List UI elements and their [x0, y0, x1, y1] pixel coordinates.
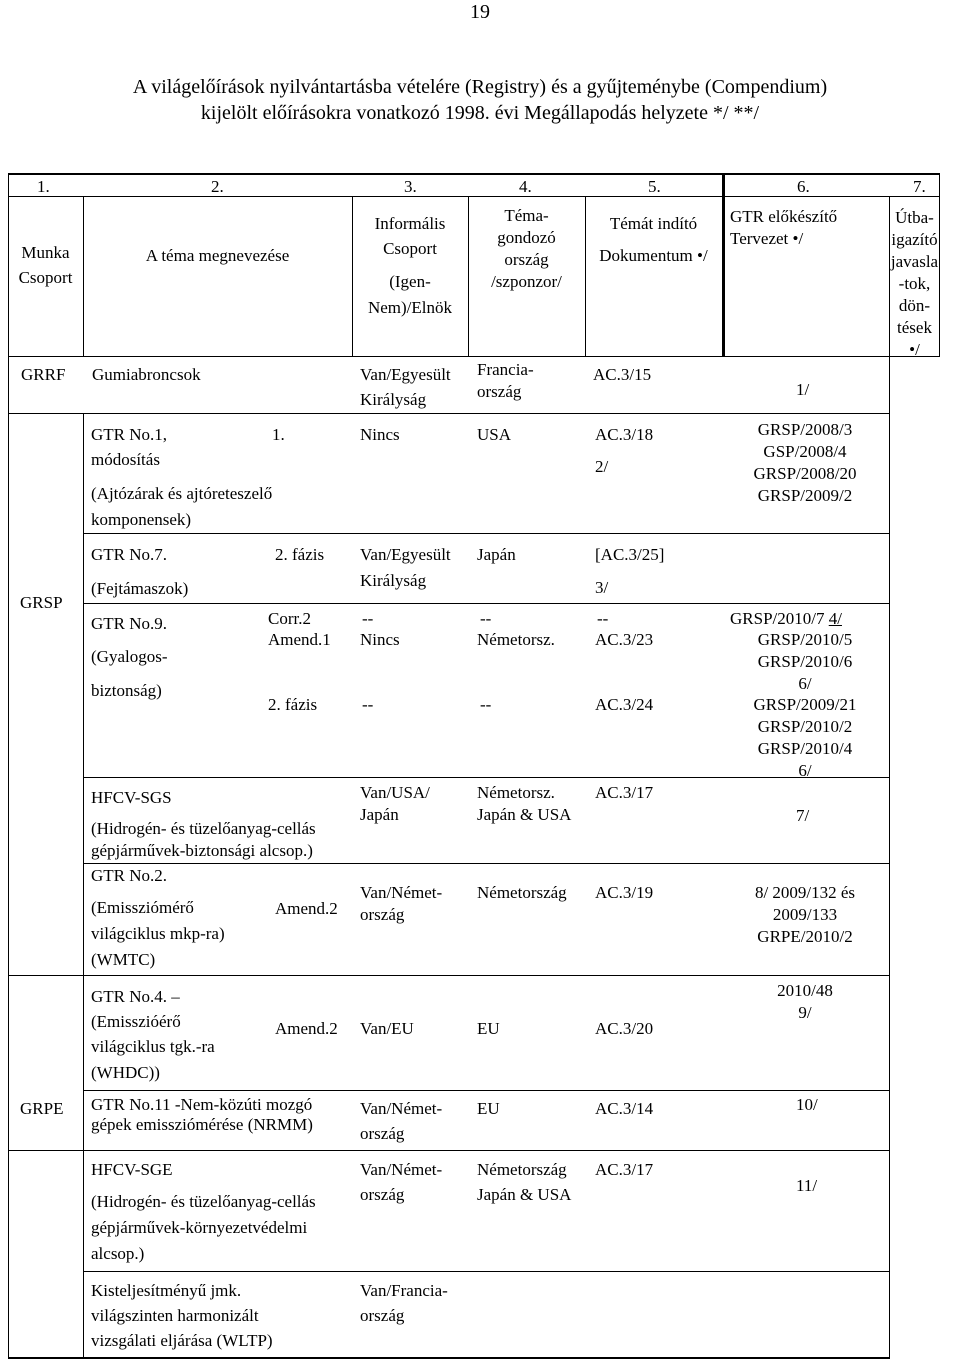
- gtr7-phase: 2. fázis: [275, 545, 325, 564]
- gtr9-corr-draft-note: 4/: [828, 609, 842, 628]
- hfcv-sge-title: HFCV-SGE: [91, 1160, 173, 1179]
- gtr9-amend-doc: AC.3/23: [595, 630, 654, 649]
- header-sponsor-line-1: Téma-: [504, 206, 549, 225]
- gtr4-informal: Van/EU: [360, 1019, 414, 1038]
- gtr4-draft-2: 9/: [798, 1003, 812, 1022]
- grrf-doc: AC.3/15: [593, 365, 652, 384]
- grrf-sponsor-line-1: Francia-: [477, 360, 534, 379]
- wltp-line-3: vizsgálati eljárása (WLTP): [91, 1331, 273, 1350]
- gtr11-draft: 10/: [796, 1095, 818, 1114]
- gtr9-corr-doc: --: [597, 609, 609, 628]
- header-guidance-line-4: -tok,: [898, 274, 931, 293]
- gtr9-phase2-label: 2. fázis: [268, 695, 318, 714]
- gtr2-title: GTR No.2.: [91, 866, 168, 885]
- gtr9-phase2-draft-1: GRSP/2009/21: [753, 695, 857, 714]
- gtr9-phase2-sponsor: --: [480, 695, 492, 714]
- gtr9-corr-informal: --: [362, 609, 374, 628]
- grrf-informal-line-1: Van/Egyesült: [360, 365, 451, 384]
- gtr1-draft-1: GRSP/2008/3: [757, 420, 853, 439]
- header-initiating-doc-line-1: Témát indító: [609, 214, 698, 233]
- header-initiating-doc-line-2: Dokumentum •/: [599, 246, 708, 265]
- header-guidance-line-3: javasla: [890, 252, 939, 271]
- hfcv-sgs-title: HFCV-SGS: [91, 788, 172, 807]
- gtr1-draft-2: GSP/2008/4: [763, 442, 847, 461]
- hfcv-sgs-sponsor-line-1: Németorsz.: [477, 783, 555, 802]
- page-title-line-1: A világelőírások nyilvántartásba vételére (Registry) és a gyűjteménybe (Compendium): [132, 76, 828, 98]
- gtr4-doc: AC.3/20: [595, 1019, 654, 1038]
- gtr7-informal-line-2: Királyság: [360, 571, 427, 590]
- header-guidance-line-2: igazító: [891, 230, 938, 249]
- gtr1-number: 1.: [272, 425, 285, 444]
- gtr2-line-2: (Emissziómérő: [91, 898, 194, 917]
- header-gtr-draft-line-2: Tervezet •/: [730, 229, 804, 248]
- gtr2-sponsor: Németország: [477, 883, 567, 902]
- wltp-line-1: Kisteljesítményű jmk.: [91, 1281, 242, 1300]
- gtr4-sponsor: EU: [477, 1019, 500, 1038]
- hfcv-sgs-line-2: (Hidrogén- és tüzelőanyag-cellás: [91, 819, 316, 838]
- gtr7-doc: [AC.3/25]: [595, 545, 665, 564]
- hfcv-sgs-informal-line-1: Van/USA/: [360, 783, 430, 802]
- header-sponsor-line-3: ország: [504, 250, 549, 269]
- gtr1-line-3: (Ajtózárak és ajtóreteszelő: [91, 484, 273, 503]
- gtr1-draft-3: GRSP/2008/20: [753, 464, 857, 483]
- gtr9-corr-sponsor: --: [480, 609, 492, 628]
- gtr4-draft-1: 2010/48: [777, 981, 833, 1000]
- gtr2-amend: Amend.2: [275, 899, 338, 918]
- column-number-7: 7.: [913, 177, 926, 196]
- gtr1-title: GTR No.1,: [91, 425, 168, 444]
- gtr11-sponsor: EU: [477, 1099, 500, 1118]
- header-informal-line-4: Nem)/Elnök: [367, 298, 453, 317]
- gtr7-doc-note: 3/: [595, 578, 609, 597]
- column-number-1: 1.: [37, 177, 50, 196]
- gtr9-phase2-doc: AC.3/24: [595, 695, 654, 714]
- gtr1-doc: AC.3/18: [595, 425, 654, 444]
- gtr9-amend-label: Amend.1: [268, 630, 331, 649]
- gtr9-amend-draft-2: GRSP/2010/6: [757, 652, 853, 671]
- gtr9-amend-draft-3: 6/: [798, 674, 812, 693]
- header-topic-name: A téma megnevezése: [145, 246, 290, 265]
- hfcv-sge-line-2: (Hidrogén- és tüzelőanyag-cellás: [91, 1192, 316, 1211]
- gtr9-phase2-draft-2: GRSP/2010/2: [757, 717, 853, 736]
- header-guidance-line-7: •/: [909, 340, 920, 359]
- hfcv-sge-line-3: gépjárművek-környezetvédelmi: [91, 1218, 308, 1237]
- gtr9-phase2-informal: --: [362, 695, 374, 714]
- hfcv-sge-line-4: alcsop.): [91, 1244, 145, 1263]
- gtr11-line-1: GTR No.11 -Nem-közúti mozgó: [91, 1095, 313, 1114]
- header-informal-line-1: Informális: [374, 214, 446, 233]
- gtr1-sponsor: USA: [477, 425, 512, 444]
- header-sponsor-line-4: /szponzor/: [491, 272, 562, 291]
- gtr4-line-4: (WHDC)): [91, 1063, 160, 1082]
- gtr11-line-2: gépek emissziómérése (NRMM): [91, 1115, 313, 1134]
- gtr2-line-3: világciklus mkp-ra): [91, 924, 225, 943]
- gtr4-line-2: (Emisszióérő: [91, 1012, 181, 1031]
- gtr4-line-3: világciklus tgk.-ra: [91, 1037, 215, 1056]
- gtr9-phase2-draft-4: 6/: [798, 761, 812, 780]
- wltp-informal-line-2: ország: [360, 1306, 405, 1325]
- grpe-group: GRPE: [20, 1099, 64, 1118]
- hfcv-sge-informal-line-1: Van/Német-: [360, 1160, 443, 1179]
- gtr9-amend-sponsor: Németorsz.: [477, 630, 555, 649]
- column-number-2: 2.: [211, 177, 224, 196]
- gtr9-corr-draft: [730, 609, 842, 629]
- hfcv-sge-draft: 11/: [796, 1176, 818, 1195]
- header-informal-line-3: (Igen-: [389, 272, 431, 291]
- hfcv-sge-sponsor-line-2: Japán & USA: [477, 1185, 572, 1204]
- gtr2-draft-1: 8/ 2009/132 és: [754, 883, 856, 902]
- hfcv-sge-informal-line-2: ország: [360, 1185, 405, 1204]
- gtr7-sponsor: Japán: [477, 545, 516, 564]
- grrf-group: GRRF: [21, 365, 66, 384]
- gtr11-informal-line-2: ország: [360, 1124, 405, 1143]
- gtr4-title: GTR No.4. –: [91, 987, 180, 1006]
- column-number-3: 3.: [404, 177, 417, 196]
- header-sponsor-line-2: gondozó: [497, 228, 556, 247]
- gtr9-line-2: (Gyalogos-: [91, 647, 168, 666]
- header-informal-line-2: Csoport: [383, 239, 437, 258]
- column-number-6: 6.: [797, 177, 810, 196]
- gtr9-corr-draft-code: GRSP/2010/7: [730, 609, 829, 628]
- gtr1-doc-note: 2/: [595, 457, 609, 476]
- gtr2-informal-line-2: ország: [360, 905, 405, 924]
- gtr7-line-2: (Fejtámaszok): [91, 579, 189, 598]
- hfcv-sgs-line-3: gépjárművek-biztonsági alcsop.): [91, 841, 313, 860]
- grsp-group: GRSP: [20, 593, 63, 612]
- gtr11-doc: AC.3/14: [595, 1099, 654, 1118]
- wltp-line-2: világszinten harmonizált: [91, 1306, 259, 1325]
- gtr2-line-4: (WMTC): [91, 950, 156, 969]
- gtr9-title: GTR No.9.: [91, 614, 168, 633]
- column-number-5: 5.: [648, 177, 661, 196]
- header-guidance-line-1: Útba-: [895, 208, 934, 227]
- header-gtr-draft-line-1: GTR előkészítő: [730, 207, 838, 226]
- gtr9-corr-label: Corr.2: [268, 609, 311, 628]
- gtr1-draft-4: GRSP/2009/2: [757, 486, 853, 505]
- page-number: 19: [470, 1, 490, 23]
- hfcv-sgs-draft: 7/: [796, 806, 810, 825]
- hfcv-sgs-doc: AC.3/17: [595, 783, 654, 802]
- grrf-informal-line-2: Királyság: [360, 390, 427, 409]
- page-title-line-2: kijelölt előírásokra vonatkozó 1998. évi Megállapodás helyzete */ **/: [200, 102, 760, 124]
- gtr7-title: GTR No.7.: [91, 545, 168, 564]
- grrf-sponsor-line-2: ország: [477, 382, 522, 401]
- hfcv-sge-sponsor-line-1: Németország: [477, 1160, 567, 1179]
- gtr9-phase2-draft-3: GRSP/2010/4: [757, 739, 853, 758]
- gtr7-informal-line-1: Van/Egyesült: [360, 545, 451, 564]
- gtr2-doc: AC.3/19: [595, 883, 654, 902]
- gtr1-line-4: komponensek): [91, 510, 192, 529]
- gtr9-amend-informal: Nincs: [360, 630, 400, 649]
- column-number-4: 4.: [519, 177, 532, 196]
- header-guidance-line-6: tések: [897, 318, 932, 337]
- gtr9-amend-draft-1: GRSP/2010/5: [757, 630, 853, 649]
- wltp-informal-line-1: Van/Francia-: [360, 1281, 448, 1300]
- gtr11-informal-line-1: Van/Német-: [360, 1099, 443, 1118]
- gtr1-informal: Nincs: [360, 425, 400, 444]
- hfcv-sgs-informal-line-2: Japán: [360, 805, 399, 824]
- gtr9-line-3: biztonság): [91, 681, 162, 700]
- gtr1-line-2: módosítás: [91, 450, 160, 469]
- hfcv-sge-doc: AC.3/17: [595, 1160, 654, 1179]
- gtr2-draft-2: 2009/133: [772, 905, 838, 924]
- gtr4-amend: Amend.2: [275, 1019, 338, 1038]
- hfcv-sgs-sponsor-line-2: Japán & USA: [477, 805, 572, 824]
- header-work-group-line-1: Munka: [21, 243, 70, 262]
- gtr2-draft-3: GRPE/2010/2: [757, 927, 853, 946]
- grrf-draft: 1/: [796, 380, 810, 399]
- header-work-group-line-2: Csoport: [18, 268, 73, 287]
- grrf-topic: Gumiabroncsok: [92, 365, 201, 384]
- header-guidance-line-5: dön-: [898, 296, 931, 315]
- gtr2-informal-line-1: Van/Német-: [360, 883, 443, 902]
